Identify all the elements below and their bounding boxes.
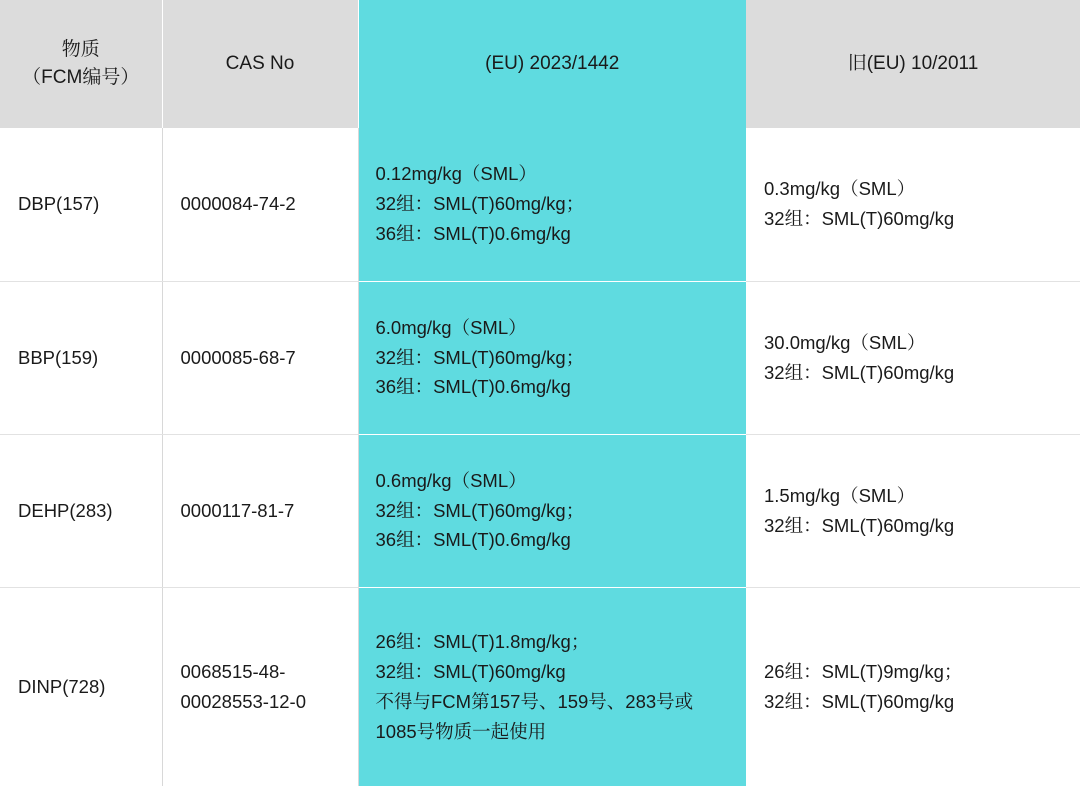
cell-cas: 0068515-48- 00028553-12-0: [162, 587, 358, 786]
column-header-cas-text: CAS No: [225, 52, 295, 74]
cell-old-regulation: 0.3mg/kg（SML） 32组：SML(T)60mg/kg: [746, 128, 1080, 281]
cell-cas: 0000117-81-7: [162, 434, 358, 587]
cell-cas: 0000084-74-2: [162, 128, 358, 281]
cell-substance: DBP(157): [0, 128, 162, 281]
cell-new-regulation: 0.12mg/kg（SML） 32组：SML(T)60mg/kg； 36组：SML(T)0.6mg/kg: [358, 128, 746, 281]
column-header-old-regulation: [746, 0, 1080, 128]
cell-cas: 0000085-68-7: [162, 281, 358, 434]
table-body: [0, 128, 1080, 786]
column-header-new-regulation: [358, 0, 746, 128]
column-header-new-regulation-text: (EU) 2023/1442: [485, 52, 620, 74]
cell-substance: BBP(159): [0, 281, 162, 434]
table-row: [0, 587, 1080, 786]
table-row: [0, 281, 1080, 434]
table-row: [0, 434, 1080, 587]
column-header-substance-text: 物质 （FCM编号）: [22, 38, 140, 88]
column-header-old-regulation-text: 旧(EU) 10/2011: [847, 52, 979, 74]
table-header-row: [0, 0, 1080, 128]
cell-new-regulation: 6.0mg/kg（SML） 32组：SML(T)60mg/kg； 36组：SML(T)0.6mg/kg: [358, 281, 746, 434]
cell-old-regulation: 26组：SML(T)9mg/kg； 32组：SML(T)60mg/kg: [746, 587, 1080, 786]
table-header: [0, 0, 1080, 128]
cell-old-regulation: 1.5mg/kg（SML） 32组：SML(T)60mg/kg: [746, 434, 1080, 587]
cell-old-regulation: 30.0mg/kg（SML） 32组：SML(T)60mg/kg: [746, 281, 1080, 434]
table-row: [0, 128, 1080, 281]
cell-new-regulation: 26组：SML(T)1.8mg/kg； 32组：SML(T)60mg/kg 不得与FCM第157号、159号、283号或 1085号物质一起使用: [358, 587, 746, 786]
cell-substance: DEHP(283): [0, 434, 162, 587]
cell-new-regulation: 0.6mg/kg（SML） 32组：SML(T)60mg/kg； 36组：SML(T)0.6mg/kg: [358, 434, 746, 587]
column-header-substance: [0, 0, 162, 128]
column-header-cas: [162, 0, 358, 128]
cell-substance: DINP(728): [0, 587, 162, 786]
